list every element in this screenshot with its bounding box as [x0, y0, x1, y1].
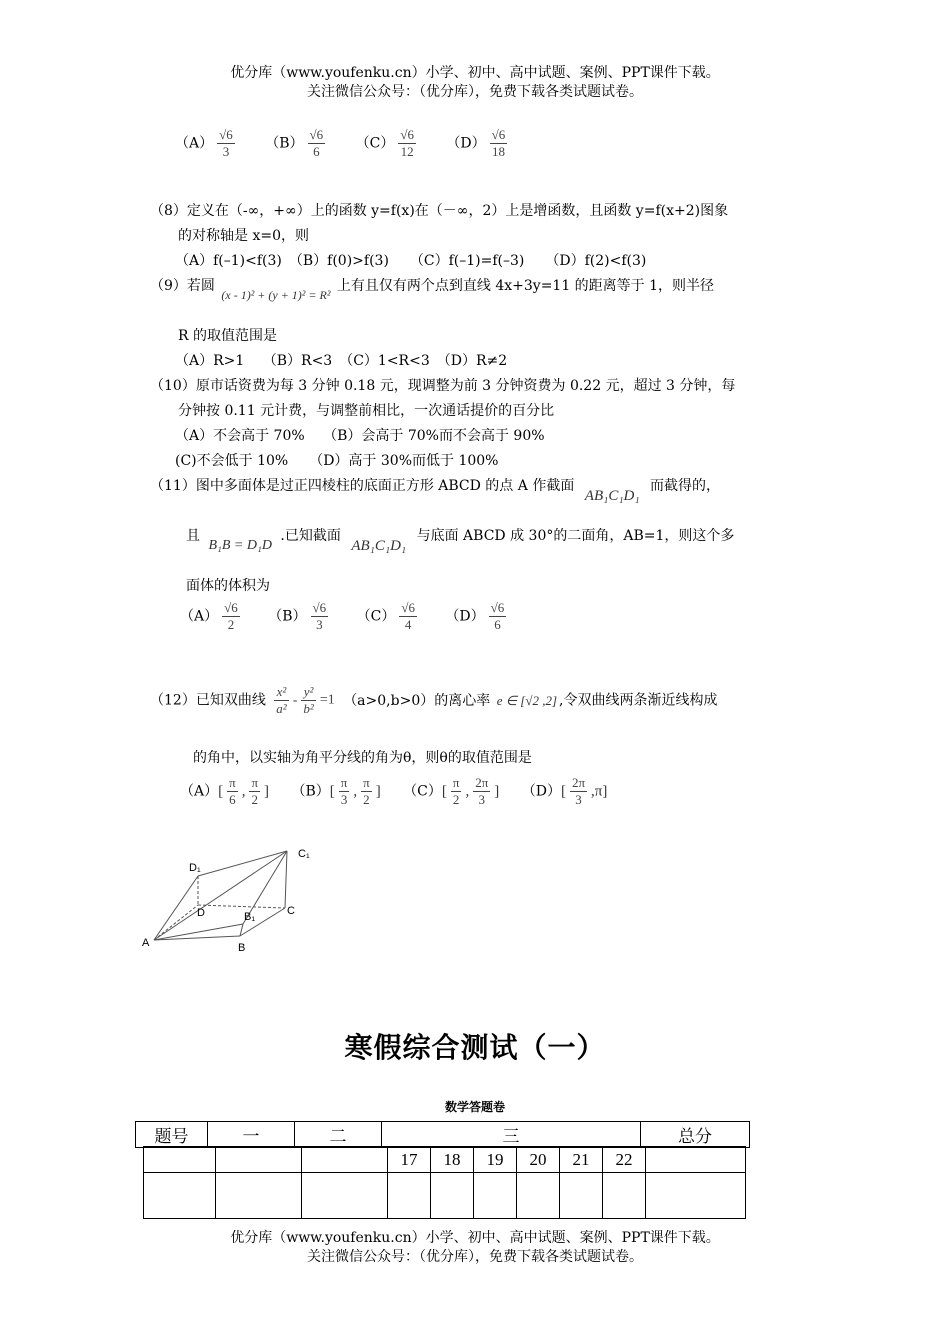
q9-circle-equation: (x - 1)² + (y + 1)² = R²	[221, 288, 331, 302]
q11-options	[180, 600, 510, 633]
q8-options: （A）f(–1)<f(3) （B）f(0)>f(3) （C）f(–1)=f(–3) （D）f(2)<f(3)	[175, 253, 647, 269]
q12-option-c[interactable]: （C）[ $\frac{\pi}{2}$ , $\frac{2\pi}{3}$ ]	[403, 775, 500, 807]
q12-line-2: 的角中，以实轴为角平分线的角为θ，则θ的取值范围是	[193, 750, 532, 766]
score-cell[interactable]	[302, 1173, 388, 1219]
score-table-body	[143, 1146, 746, 1219]
edge-C1C	[285, 851, 287, 908]
header-line-1: 优分库（www.youfenku.cn）小学、初中、高中试题、案例、PPT课件下载。	[230, 65, 720, 81]
q12-options	[180, 775, 607, 808]
edge-AD1	[154, 876, 198, 940]
q10-options-ab: （A）不会高于 70% （B）会高于 70%而不会高于 90%	[175, 428, 545, 444]
label-C: C	[287, 905, 295, 917]
q10-line-1: （10）原市话资费为每 3 分钟 0.18 元，现调整为前 3 分钟资费为 0.22 元，超过 3 分钟，每	[150, 378, 736, 394]
score-cell[interactable]	[646, 1173, 746, 1219]
sub-question-22: 22	[603, 1147, 646, 1173]
q12-option-d[interactable]: （D）[ $\frac{2\pi}{3}$ ,π]	[521, 775, 608, 807]
footer-line-2: 关注微信公众号：（优分库），免费下载各类试题试卷。	[307, 1249, 643, 1265]
q12-line-1: （12）已知双曲线 $\frac{\text{x²}}{\text{a²}}$ - $\frac{\text{y²}}{\text{b²}}$ =1 （a>0,b>0）的离心率 e ∈ [√2 ,2] ,令双曲线两条渐近线构成	[150, 684, 718, 716]
sub-question-20: 20	[517, 1147, 560, 1173]
score-cell[interactable]	[388, 1173, 431, 1219]
score-cell[interactable]	[216, 1173, 302, 1219]
header-part-2: 二	[295, 1122, 382, 1148]
q12-option-a[interactable]: （A）[ $\frac{\pi}{6}$ , $\frac{\pi}{2}$ ]	[180, 775, 270, 807]
header-total: 总分	[641, 1122, 750, 1148]
sub-question-19: 19	[474, 1147, 517, 1173]
header-question-no: 题号	[136, 1122, 208, 1148]
header-part-3: 三	[382, 1122, 641, 1148]
cell-empty	[216, 1147, 302, 1173]
label-D: D	[197, 907, 205, 919]
q10-options-cd: (C)不会低于 10% （D）高于 30%而低于 100%	[175, 453, 499, 469]
edge-AD	[154, 905, 198, 940]
edge-DC	[198, 905, 285, 908]
test-subtitle: 数学答题卷	[444, 1100, 505, 1114]
label-B1: B₁	[244, 911, 256, 923]
q8-line-2: 的对称轴是 x=0，则	[178, 228, 309, 244]
test-title: 寒假综合测试（一）	[344, 1031, 606, 1064]
q9-options: （A）R>1 （B）R<3 （C）1<R<3 （D）R≠2	[175, 353, 508, 369]
q11-equal-edges: B₁B = D₁D	[208, 538, 272, 553]
label-C1: C₁	[298, 848, 310, 860]
sub-question-21: 21	[560, 1147, 603, 1173]
footer-line-1: 优分库（www.youfenku.cn）小学、初中、高中试题、案例、PPT课件下载。	[230, 1230, 720, 1246]
label-B: B	[238, 942, 246, 954]
q7-option-c[interactable]: （C） $\frac{√6}{12}$	[355, 127, 414, 159]
score-cell[interactable]	[431, 1173, 474, 1219]
cell-empty	[302, 1147, 388, 1173]
header-line-2: 关注微信公众号：（优分库），免费下载各类试题试卷。	[307, 84, 643, 100]
score-cell[interactable]	[560, 1173, 603, 1219]
score-cell[interactable]	[517, 1173, 560, 1219]
q11-option-d[interactable]: （D） $\frac{√6}{6}$	[445, 600, 505, 632]
q7-options	[175, 127, 511, 160]
label-A: A	[142, 937, 150, 949]
q11-plane-label: AB₁C₁D₁	[584, 488, 640, 504]
score-cell[interactable]	[474, 1173, 517, 1219]
label-D1: D₁	[189, 862, 201, 874]
q11-option-c[interactable]: （C） $\frac{√6}{4}$	[356, 600, 415, 632]
header-part-1: 一	[208, 1122, 295, 1148]
q11-line-2: 且 B₁B = D₁D .已知截面 AB₁C₁D₁ 与底面 ABCD 成 30°的二面角，AB=1，则这个多	[186, 528, 735, 554]
q7-option-b[interactable]: （B） $\frac{√6}{6}$	[265, 127, 324, 159]
score-table-header	[135, 1121, 750, 1148]
score-cell[interactable]	[144, 1173, 216, 1219]
sub-question-18: 18	[431, 1147, 474, 1173]
q7-option-d[interactable]: （D） $\frac{√6}{18}$	[446, 127, 506, 159]
sub-question-17: 17	[388, 1147, 431, 1173]
cell-empty	[144, 1147, 216, 1173]
q7-option-a[interactable]: （A） $\frac{√6}{3}$	[175, 127, 233, 159]
cell-empty	[646, 1147, 746, 1173]
edge-AC1	[154, 851, 287, 940]
q8-line-1: （8）定义在（-∞，+∞）上的函数 y=f(x)在（－∞，2）上是增函数，且函数 y=f(x+2)图象	[150, 203, 729, 219]
polyhedron-figure	[130, 840, 330, 960]
q11-option-a[interactable]: （A） $\frac{√6}{2}$	[180, 600, 238, 632]
q12-eccentricity: e ∈ [√2 ,2]	[496, 692, 558, 708]
q10-line-2: 分钟按 0.11 元计费，与调整前相比，一次通话提价的百分比	[178, 403, 555, 419]
score-cell[interactable]	[603, 1173, 646, 1219]
q11-option-b[interactable]: （B） $\frac{√6}{3}$	[268, 600, 327, 632]
q9-line-1: （9）若圆 (x - 1)² + (y + 1)² = R² 上有且仅有两个点到直线 4x+3y=11 的距离等于 1，则半径	[150, 276, 714, 296]
q9-line-2: R 的取值范围是	[178, 328, 277, 344]
q11-plane-label-2: AB₁C₁D₁	[351, 538, 407, 554]
q12-option-b[interactable]: （B）[ $\frac{\pi}{3}$ , $\frac{\pi}{2}$ ]	[291, 775, 381, 807]
q11-line-3: 面体的体积为	[186, 578, 270, 594]
q11-line-1: （11）图中多面体是过正四棱柱的底面正方形 ABCD 的点 A 作截面 AB₁C₁D₁ 而截得的，	[150, 478, 721, 504]
